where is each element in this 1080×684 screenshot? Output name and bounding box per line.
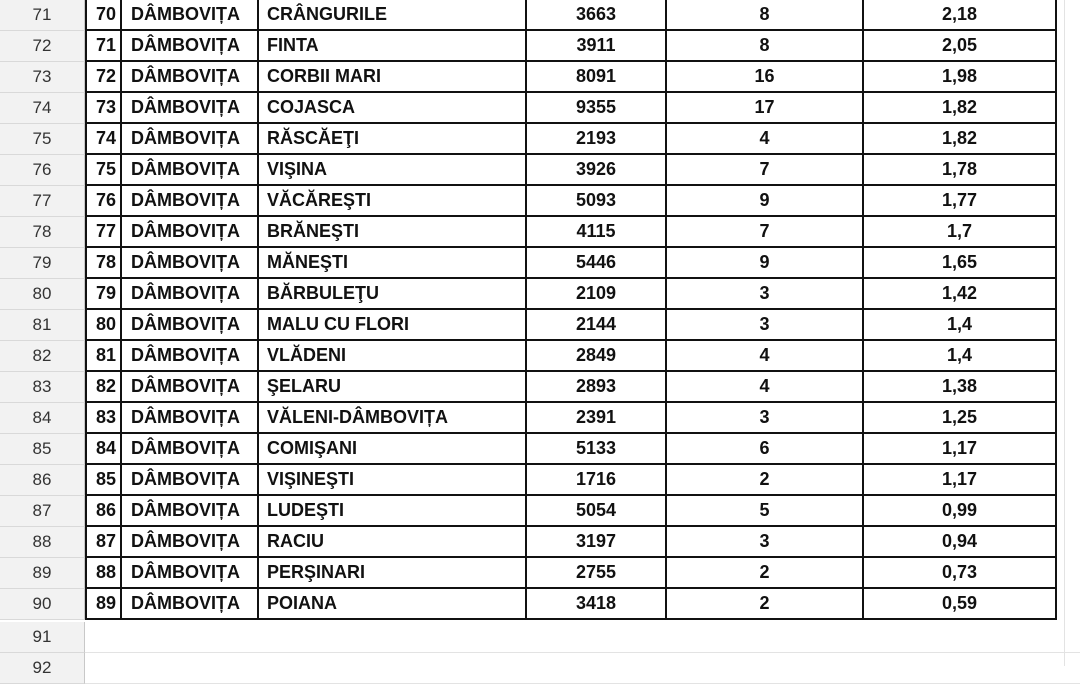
row-number-cell[interactable]: 88 [85,558,122,589]
row-header[interactable]: 84 [0,403,85,434]
cases-cell[interactable]: 16 [667,62,864,93]
row-number-cell[interactable]: 78 [85,248,122,279]
locality-cell[interactable]: CRÂNGURILE [259,0,527,31]
county-cell[interactable]: DÂMBOVIȚA [122,372,259,403]
locality-cell[interactable]: RĂSCĂEŢI [259,124,527,155]
county-cell[interactable]: DÂMBOVIȚA [122,465,259,496]
rate-cell[interactable]: 1,17 [864,465,1057,496]
rate-cell[interactable]: 1,77 [864,186,1057,217]
row-number-cell[interactable]: 87 [85,527,122,558]
cases-cell[interactable]: 2 [667,558,864,589]
locality-cell[interactable]: MĂNEŞTI [259,248,527,279]
cases-cell[interactable]: 2 [667,589,864,620]
county-cell[interactable]: DÂMBOVIȚA [122,0,259,31]
population-cell[interactable]: 3197 [527,527,667,558]
locality-cell[interactable]: PERŞINARI [259,558,527,589]
population-cell[interactable]: 5446 [527,248,667,279]
county-cell[interactable]: DÂMBOVIȚA [122,403,259,434]
county-cell[interactable]: DÂMBOVIȚA [122,217,259,248]
population-cell[interactable]: 4115 [527,217,667,248]
row-header[interactable]: 83 [0,372,85,403]
row-header[interactable]: 87 [0,496,85,527]
county-cell[interactable]: DÂMBOVIȚA [122,248,259,279]
row-header[interactable]: 78 [0,217,85,248]
population-cell[interactable]: 2109 [527,279,667,310]
rate-cell[interactable]: 1,17 [864,434,1057,465]
county-cell[interactable]: DÂMBOVIȚA [122,558,259,589]
population-cell[interactable]: 8091 [527,62,667,93]
population-cell[interactable]: 2893 [527,372,667,403]
cases-cell[interactable]: 17 [667,93,864,124]
cases-cell[interactable]: 4 [667,372,864,403]
county-cell[interactable]: DÂMBOVIȚA [122,31,259,62]
cases-cell[interactable]: 7 [667,155,864,186]
county-cell[interactable]: DÂMBOVIȚA [122,341,259,372]
rate-cell[interactable]: 2,05 [864,31,1057,62]
county-cell[interactable]: DÂMBOVIȚA [122,62,259,93]
locality-cell[interactable]: VĂCĂREŞTI [259,186,527,217]
county-cell[interactable]: DÂMBOVIȚA [122,434,259,465]
cases-cell[interactable]: 2 [667,465,864,496]
rate-cell[interactable]: 1,38 [864,372,1057,403]
rate-cell[interactable]: 0,73 [864,558,1057,589]
locality-cell[interactable]: LUDEŞTI [259,496,527,527]
row-header[interactable]: 77 [0,186,85,217]
rate-cell[interactable]: 1,82 [864,93,1057,124]
row-header[interactable]: 73 [0,62,85,93]
locality-cell[interactable]: COJASCA [259,93,527,124]
row-number-cell[interactable]: 74 [85,124,122,155]
population-cell[interactable]: 2755 [527,558,667,589]
locality-cell[interactable]: VLĂDENI [259,341,527,372]
row-number-cell[interactable]: 81 [85,341,122,372]
population-cell[interactable]: 5054 [527,496,667,527]
locality-cell[interactable]: COMIŞANI [259,434,527,465]
rate-cell[interactable]: 2,18 [864,0,1057,31]
row-number-cell[interactable]: 72 [85,62,122,93]
locality-cell[interactable]: BRĂNEŞTI [259,217,527,248]
locality-cell[interactable]: ŞELARU [259,372,527,403]
locality-cell[interactable]: BĂRBULEŢU [259,279,527,310]
cases-cell[interactable]: 9 [667,186,864,217]
row-header[interactable]: 82 [0,341,85,372]
row-number-cell[interactable]: 89 [85,589,122,620]
rate-cell[interactable]: 1,82 [864,124,1057,155]
row-header[interactable]: 92 [0,653,85,684]
county-cell[interactable]: DÂMBOVIȚA [122,186,259,217]
population-cell[interactable]: 5133 [527,434,667,465]
county-cell[interactable]: DÂMBOVIȚA [122,279,259,310]
row-number-cell[interactable]: 86 [85,496,122,527]
rate-cell[interactable]: 0,99 [864,496,1057,527]
cases-cell[interactable]: 7 [667,217,864,248]
row-number-cell[interactable]: 83 [85,403,122,434]
cases-cell[interactable]: 3 [667,403,864,434]
row-number-cell[interactable]: 75 [85,155,122,186]
locality-cell[interactable]: RACIU [259,527,527,558]
population-cell[interactable]: 3663 [527,0,667,31]
rate-cell[interactable]: 1,4 [864,341,1057,372]
locality-cell[interactable]: MALU CU FLORI [259,310,527,341]
locality-cell[interactable]: VIŞINEŞTI [259,465,527,496]
population-cell[interactable]: 2849 [527,341,667,372]
cases-cell[interactable]: 3 [667,279,864,310]
row-header[interactable]: 81 [0,310,85,341]
rate-cell[interactable]: 1,7 [864,217,1057,248]
row-header[interactable]: 79 [0,248,85,279]
row-header[interactable]: 90 [0,589,85,620]
cases-cell[interactable]: 4 [667,341,864,372]
cases-cell[interactable]: 8 [667,0,864,31]
locality-cell[interactable]: FINTA [259,31,527,62]
row-header[interactable]: 89 [0,558,85,589]
row-number-cell[interactable]: 73 [85,93,122,124]
population-cell[interactable]: 2391 [527,403,667,434]
locality-cell[interactable]: VĂLENI-DÂMBOVIȚA [259,403,527,434]
cases-cell[interactable]: 3 [667,310,864,341]
row-gridline [85,652,1080,653]
locality-cell[interactable]: CORBII MARI [259,62,527,93]
county-cell[interactable]: DÂMBOVIȚA [122,310,259,341]
rate-cell[interactable]: 1,98 [864,62,1057,93]
row-number-cell[interactable]: 77 [85,217,122,248]
rate-cell[interactable]: 1,25 [864,403,1057,434]
row-header[interactable]: 91 [0,622,85,653]
row-header[interactable]: 85 [0,434,85,465]
row-header[interactable]: 75 [0,124,85,155]
county-cell[interactable]: DÂMBOVIȚA [122,527,259,558]
row-header[interactable]: 76 [0,155,85,186]
row-number-cell[interactable]: 82 [85,372,122,403]
column-gridline [1064,0,1065,666]
population-cell[interactable]: 1716 [527,465,667,496]
row-header[interactable]: 80 [0,279,85,310]
row-header[interactable]: 74 [0,93,85,124]
row-number-cell[interactable]: 79 [85,279,122,310]
cases-cell[interactable]: 4 [667,124,864,155]
row-number-cell[interactable]: 84 [85,434,122,465]
county-cell[interactable]: DÂMBOVIȚA [122,589,259,620]
cases-cell[interactable]: 6 [667,434,864,465]
rate-cell[interactable]: 1,78 [864,155,1057,186]
cases-cell[interactable]: 8 [667,31,864,62]
rate-cell[interactable]: 1,4 [864,310,1057,341]
row-number-cell[interactable]: 70 [85,0,122,31]
locality-cell[interactable]: VIŞINA [259,155,527,186]
population-cell[interactable]: 5093 [527,186,667,217]
county-cell[interactable]: DÂMBOVIȚA [122,124,259,155]
row-number-cell[interactable]: 80 [85,310,122,341]
population-cell[interactable]: 3911 [527,31,667,62]
row-header[interactable]: 86 [0,465,85,496]
row-header[interactable]: 88 [0,527,85,558]
row-number-cell[interactable]: 71 [85,31,122,62]
county-cell[interactable]: DÂMBOVIȚA [122,496,259,527]
county-cell[interactable]: DÂMBOVIȚA [122,93,259,124]
rate-cell[interactable]: 1,65 [864,248,1057,279]
row-number-cell[interactable]: 85 [85,465,122,496]
rate-cell[interactable]: 0,59 [864,589,1057,620]
row-header[interactable]: 72 [0,31,85,62]
population-cell[interactable]: 2193 [527,124,667,155]
row-header[interactable]: 71 [0,0,85,31]
population-cell[interactable]: 2144 [527,310,667,341]
population-cell[interactable]: 3418 [527,589,667,620]
rate-cell[interactable]: 1,42 [864,279,1057,310]
population-cell[interactable]: 3926 [527,155,667,186]
cases-cell[interactable]: 9 [667,248,864,279]
cases-cell[interactable]: 3 [667,527,864,558]
county-cell[interactable]: DÂMBOVIȚA [122,155,259,186]
rate-cell[interactable]: 0,94 [864,527,1057,558]
locality-cell[interactable]: POIANA [259,589,527,620]
row-number-cell[interactable]: 76 [85,186,122,217]
cases-cell[interactable]: 5 [667,496,864,527]
population-cell[interactable]: 9355 [527,93,667,124]
